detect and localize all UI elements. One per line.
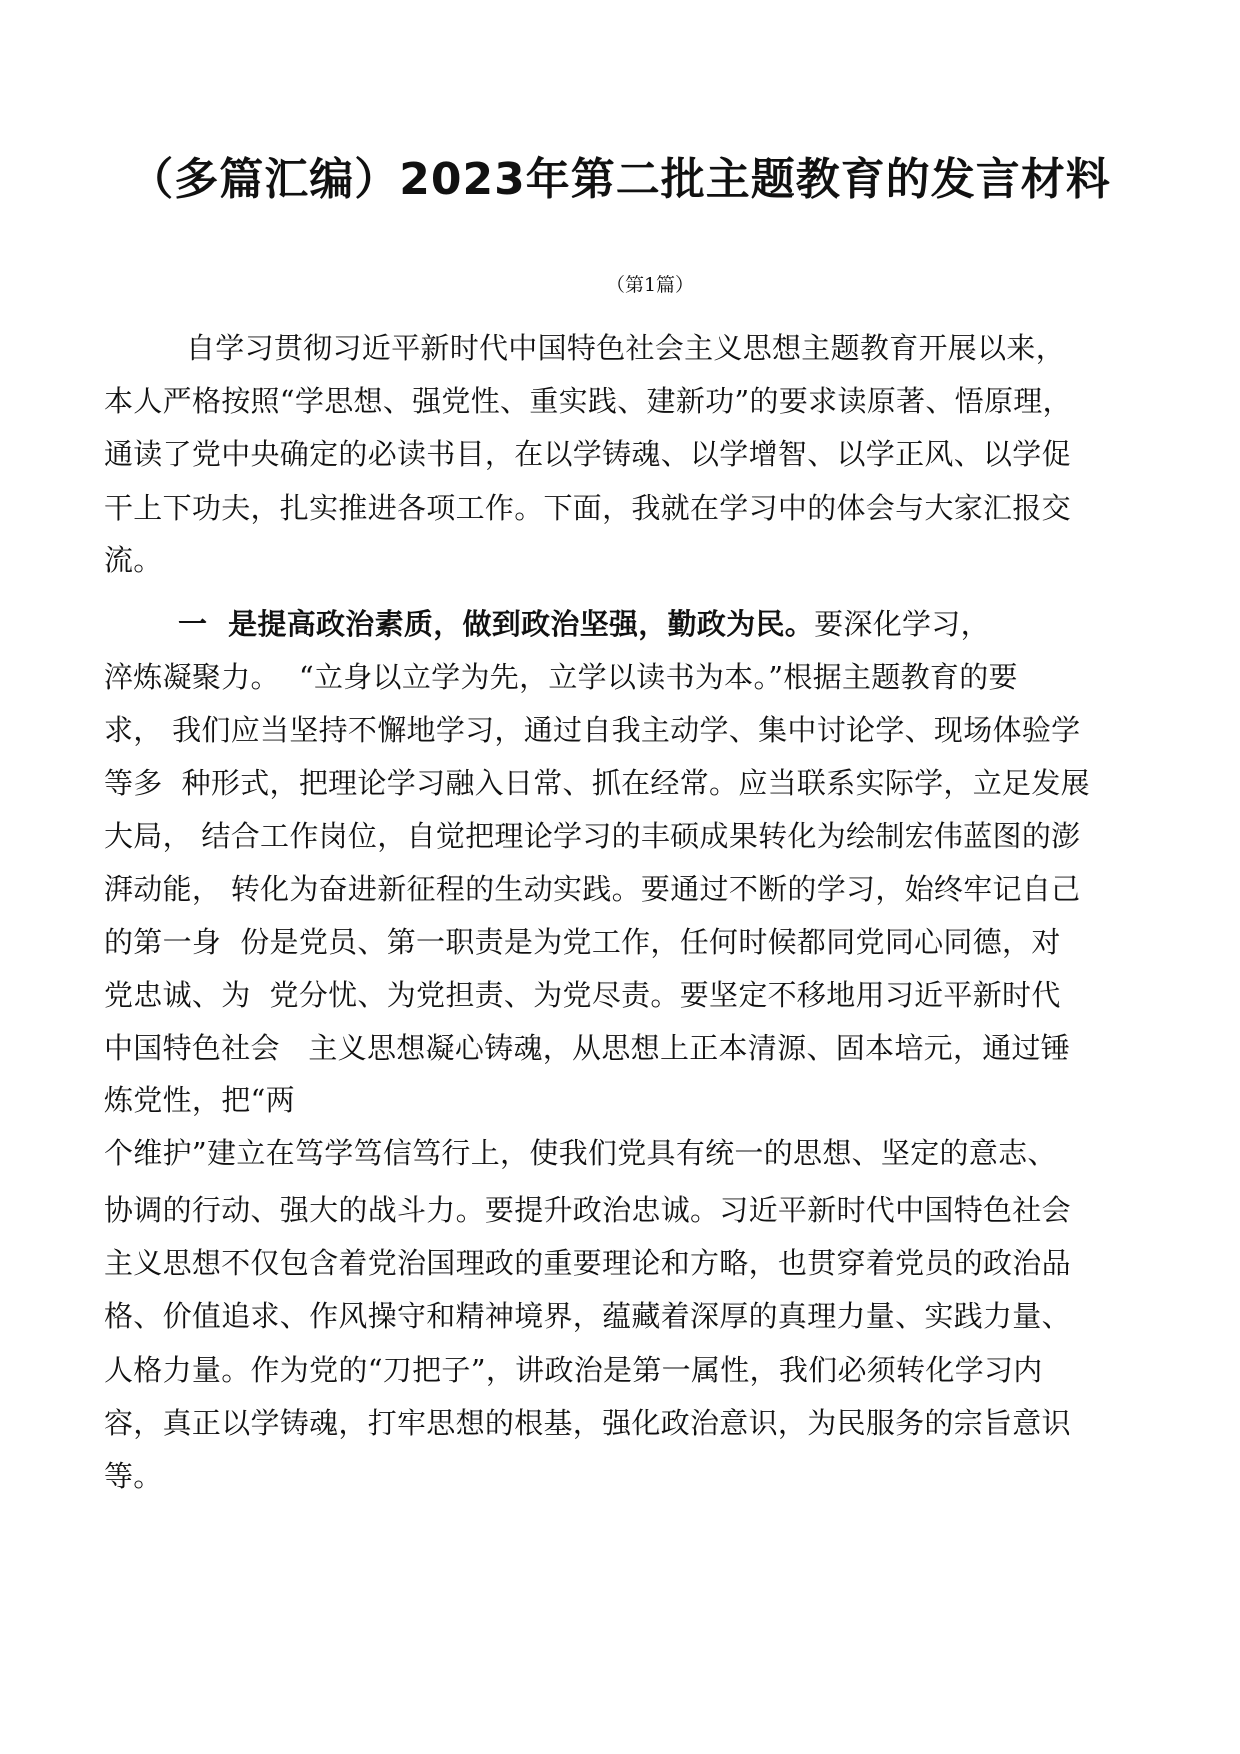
paragraph-2-line-11: 个维护”建立在笃学笃信笃行上，使我们党具有统一的思想、坚定的意志、 <box>104 1136 1057 1170</box>
document-title: （多篇汇编）2023年第二批主题教育的发言材料 <box>129 154 1111 205</box>
paragraph-2-line-14: 格、价值追求、作风操守和精神境界，蕴藏着深厚的真理力量、实践力量、 <box>104 1299 1071 1333</box>
paragraph-2-line-10: 炼党性，把“两 <box>104 1083 295 1117</box>
paragraph-2-line-12: 协调的行动、强大的战斗力。要提升政治忠诚。习近平新时代中国特色社会 <box>104 1193 1071 1227</box>
section-label: （第1篇） <box>605 274 695 296</box>
paragraph-2-line-9: 中国特色社会 主义思想凝心铸魂，从思想上正本清源、固本培元，通过锤 <box>104 1031 1071 1065</box>
paragraph-1-line-3: 通读了党中央确定的必读书目，在以学铸魂、以学增智、以学正风、以学促 <box>104 437 1071 471</box>
point-one-heading: 一 是提高政治素质，做到政治坚强，勤政为民。 <box>178 607 815 641</box>
paragraph-2-line-7: 的第一身 份是党员、第一职责是为党工作，任何时候都同党同心同德，对 <box>104 925 1061 959</box>
paragraph-2-line-6: 湃动能， 转化为奋进新征程的生动实践。要通过不断的学习，始终牢记自己 <box>104 872 1081 906</box>
paragraph-2-line-13: 主义思想不仅包含着党治国理政的重要理论和方略，也贯穿着党员的政治品 <box>104 1246 1071 1280</box>
paragraph-1-line-5: 流。 <box>104 543 163 577</box>
paragraph-2-line-4: 等多 种形式，把理论学习融入日常、抓在经常。应当联系实际学，立足发展 <box>104 766 1090 800</box>
paragraph-1-line-4: 干上下功夫，扎实推进各项工作。下面，我就在学习中的体会与大家汇报交 <box>104 491 1071 525</box>
paragraph-1-line-2: 本人严格按照“学思想、强党性、重实践、建新功”的要求读原著、悟原理， <box>104 384 1072 418</box>
paragraph-2-line-5: 大局， 结合工作岗位，自觉把理论学习的丰硕成果转化为绘制宏伟蓝图的澎 <box>104 819 1081 853</box>
paragraph-2-line-2: 淬炼凝聚力。 “立身以立学为先，立学以读书为本。”根据主题教育的要 <box>104 660 1018 694</box>
paragraph-1-line-1: 自学习贯彻习近平新时代中国特色社会主义思想主题教育开展以来， <box>186 331 1066 365</box>
paragraph-2-line-16: 容，真正以学铸魂，打牢思想的根基，强化政治意识，为民服务的宗旨意识 <box>104 1406 1071 1440</box>
point-one-text: 要深化学习， <box>814 607 990 641</box>
paragraph-2-line-3: 求， 我们应当坚持不懈地学习，通过自我主动学、集中讨论学、现场体验学 <box>104 713 1081 747</box>
paragraph-2-line-17: 等。 <box>104 1459 163 1493</box>
paragraph-2-line-15: 人格力量。作为党的“刀把子”，讲政治是第一属性，我们必须转化学习内 <box>104 1353 1043 1387</box>
paragraph-2-line-8: 党忠诚、为 党分忧、为党担责、为党尽责。要坚定不移地用习近平新时代 <box>104 978 1061 1012</box>
paragraph-2-line-1 <box>178 604 990 644</box>
